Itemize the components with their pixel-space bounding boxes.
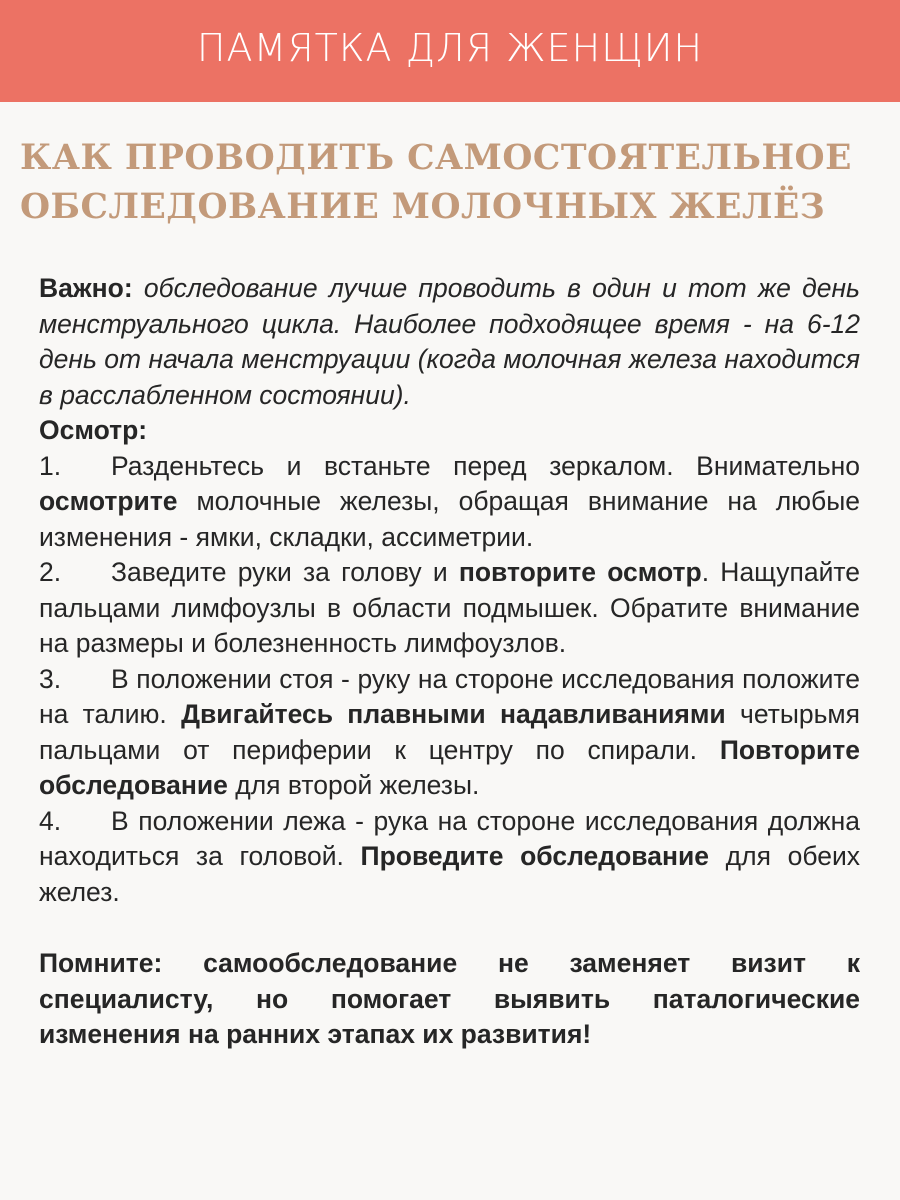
- reminder-note: Помните: самообследование не заменяет визит к специалисту, но помогает выявить паталогические изменения на ранних этапах их развития!: [39, 948, 860, 1049]
- important-text: обследование лучше проводить в один и тот же день менструального цикла. Наиболее подходящее время - на 6-12 день от начала менструации (когда молочная железа находится в расслабленном состоянии).: [39, 273, 860, 410]
- step-number: 1.: [39, 450, 62, 481]
- header-banner: [0, 0, 900, 102]
- title-line-2: ОБСЛЕДОВАНИЕ МОЛОЧНЫХ ЖЕЛЁЗ: [20, 187, 826, 227]
- title-line-1: КАК ПРОВОДИТЬ САМОСТОЯТЕЛЬНОЕ: [20, 138, 852, 178]
- step-number: 4.: [39, 805, 62, 836]
- step-4: 4. В положении лежа - рука на стороне исследования должна находиться за головой. Проведите обследование для обеих желез.: [39, 805, 860, 907]
- banner-title: ПАМЯТКА ДЛЯ ЖЕНЩИН: [196, 26, 704, 70]
- section-divider-space: [39, 910, 860, 946]
- step-number: 3.: [39, 663, 62, 694]
- step-2: 2. Заведите руки за голову и повторите осмотр. Нащупайте пальцами лимфоузлы в области подмышек. Обратите внимание на размеры и болезненность лимфоузлов.: [39, 557, 861, 658]
- memo-body: [0, 271, 900, 1053]
- step-1: 1. Разденьтесь и встаньте перед зеркалом. Внимательно осмотрите молочные железы, обращая внимание на любые изменения - ямки, складки, ассиметрии.: [39, 450, 860, 552]
- step-number: 2.: [39, 557, 62, 587]
- page-title: [0, 134, 900, 232]
- important-note: [39, 271, 860, 413]
- important-label: Важно:: [39, 273, 133, 303]
- exam-heading: Осмотр:: [39, 415, 148, 445]
- step-3: 3. В положении стоя - руку на стороне исследования положите на талию. Двигайтесь плавными надавливаниями четырьмя пальцами от периферии к центру по спирали. Повторите обследование для второй железы.: [39, 663, 860, 800]
